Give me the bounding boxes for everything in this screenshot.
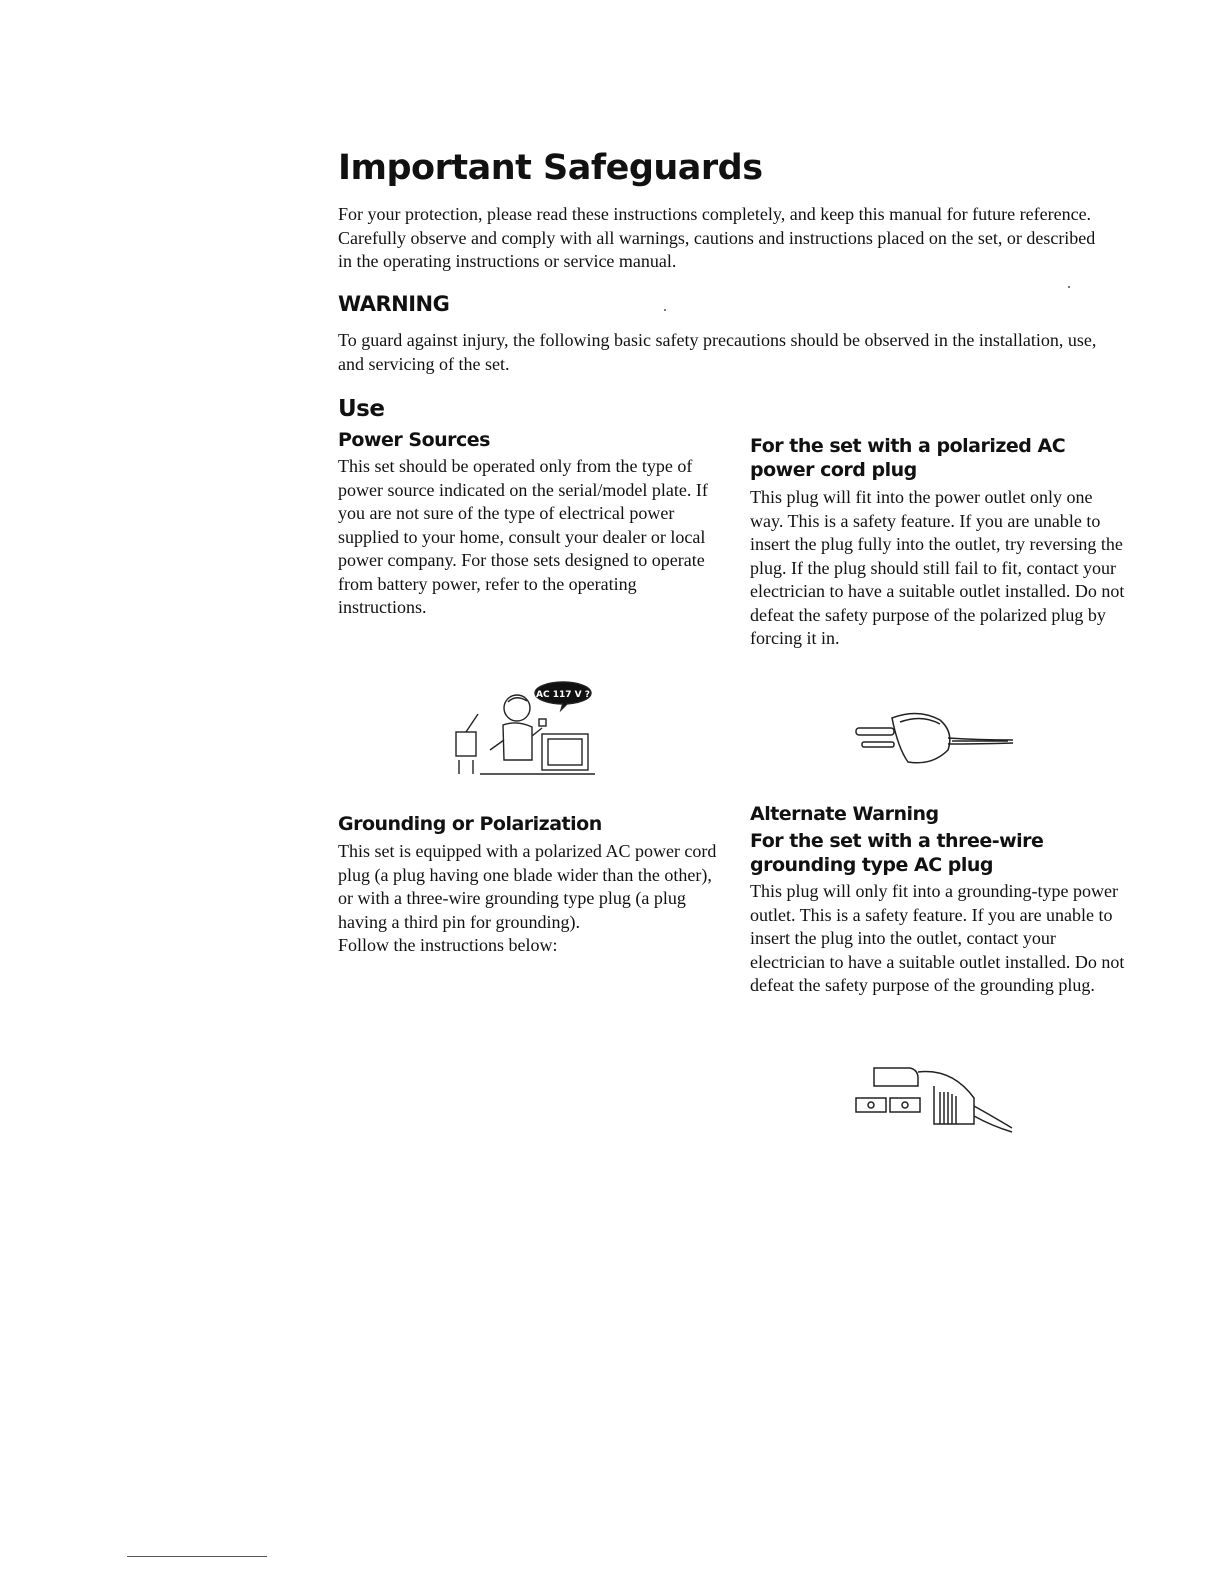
person-with-tv-illustration: [450, 670, 600, 780]
alternate-warning-heading: Alternate Warning: [750, 803, 939, 825]
intro-paragraph: For your protection, please read these instructions completely, and keep this manual for future reference. Carefully observe and comply with all warnings, cautions and instructions placed on the set, or described in the operating instructions or service manual.: [338, 204, 1096, 271]
page-title: Important Safeguards: [338, 148, 763, 188]
three-wire-plug-heading: For the set with a three-wire grounding type AC plug: [750, 830, 1044, 876]
warning-heading: WARNING: [338, 292, 450, 316]
grounding-plug-illustration: [852, 1058, 1017, 1138]
grounding-heading: Grounding or Polarization: [338, 813, 602, 835]
polarized-plug-illustration: [848, 700, 1023, 770]
power-sources-heading: Power Sources: [338, 429, 490, 451]
power-sources-paragraph: This set should be operated only from the type of power source indicated on the serial/model plate. If you are not sure of the type of electrical power supplied to your home, consult your dealer or local power company. For those sets designed to operate from battery power, refer to the operating instructions.: [338, 456, 708, 617]
scan-mark: [1068, 286, 1070, 288]
grounding-body: [338, 840, 718, 958]
alternate-warning-paragraph: This plug will only fit into a grounding-type power outlet. This is a safety feature. If you are unable to insert the plug into the outlet, contact your electrician to have a suitable outlet installed. Do not defeat the safety purpose of the grounding plug.: [750, 881, 1125, 995]
speech-bubble-text: AC 117 V ?: [536, 690, 590, 700]
grounding-follow-text: Follow the instructions below:: [338, 935, 558, 955]
polarized-plug-paragraph: This plug will fit into the power outlet only one way. This is a safety feature. If you are unable to insert the plug fully into the outlet, try reversing the plug. If the plug should still fail to fit, contact your electrician to have a suitable outlet installed. Do not defeat the safety purpose of the polarized plug by forcing it in.: [750, 487, 1125, 648]
polarized-plug-heading: For the set with a polarized AC power cord plug: [750, 435, 1066, 481]
scan-mark: [664, 309, 666, 311]
warning-paragraph: To guard against injury, the following basic safety precautions should be observed in the installation, use, and servicing of the set.: [338, 330, 1097, 374]
grounding-paragraph: This set is equipped with a polarized AC power cord plug (a plug having one blade wider than the other), or with a three-wire grounding type plug (a plug having a third pin for grounding).: [338, 841, 717, 932]
use-heading: Use: [338, 396, 385, 422]
footer-rule: [127, 1556, 267, 1557]
